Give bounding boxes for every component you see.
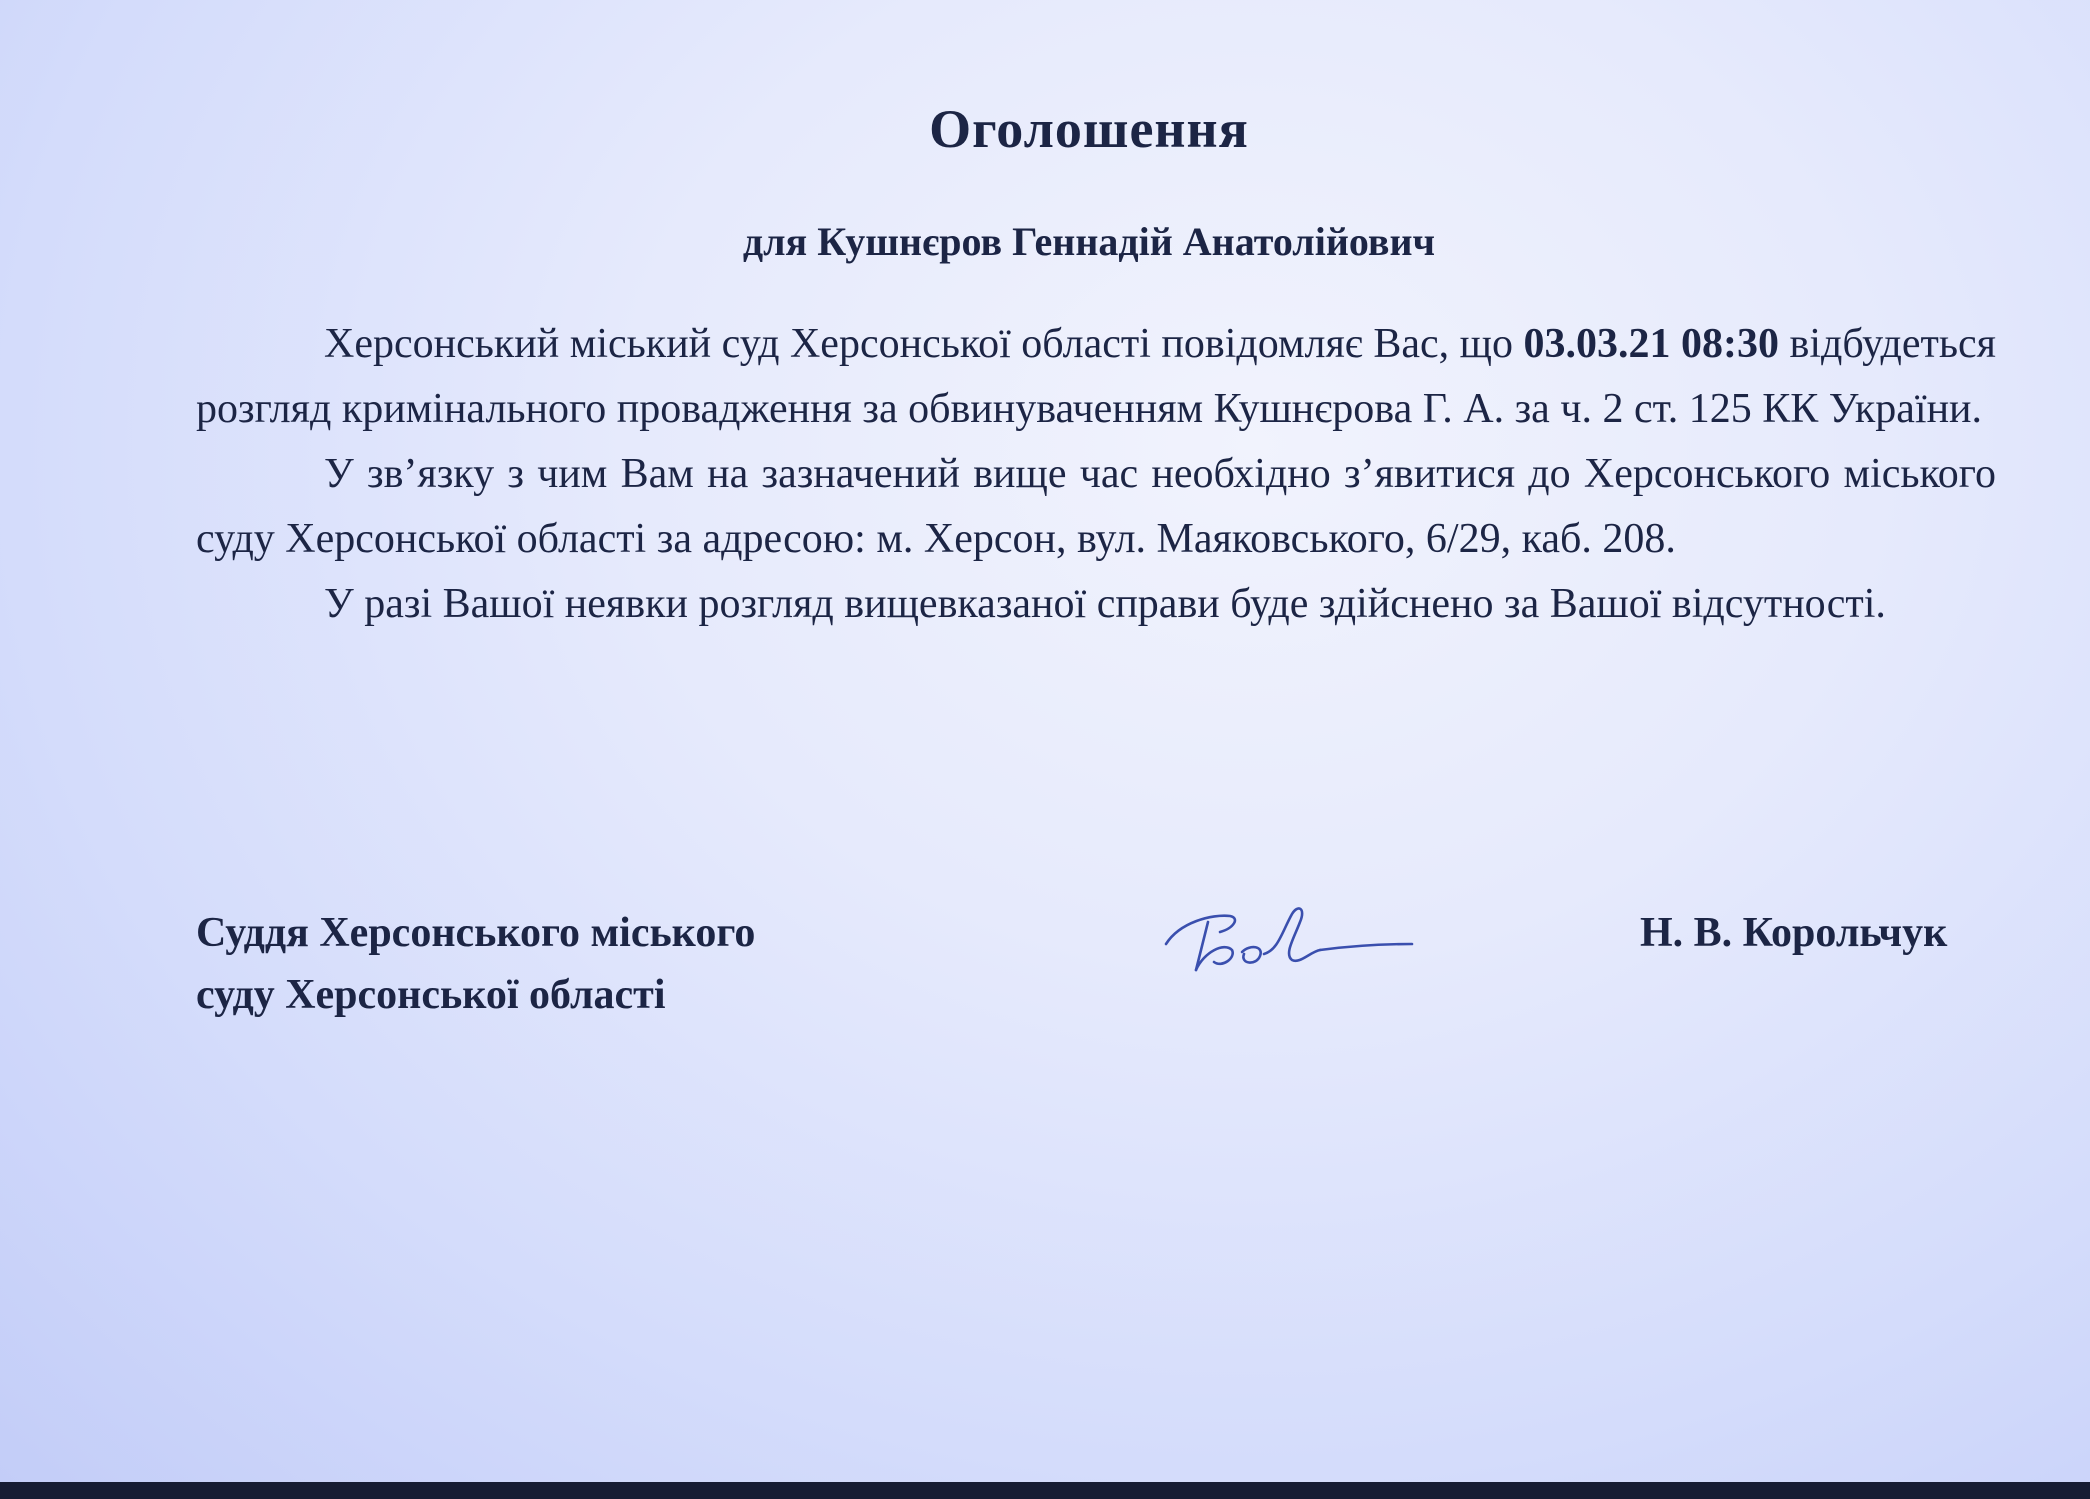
hearing-notice-lead: Херсонський міський суд Херсонської області повідомляє Вас, що (324, 321, 1524, 367)
hearing-time: 08:30 (1681, 321, 1780, 367)
addressee-line: для Кушнєров Геннадій Анатолійович (742, 219, 1436, 264)
paragraph-appearance-address: У зв’язку з чим Вам на зазначений вище час необхідно з’явитися до Херсонського міського суду Херсонської області за адресою: м. Херсон, вул. Маяковського, 6/29, каб. 208. (196, 451, 1996, 562)
judge-position (196, 902, 755, 1026)
scanner-bottom-edge (0, 1482, 2090, 1499)
paragraph-hearing-notice (196, 312, 1996, 442)
judge-position-line1: Суддя Херсонського міського (196, 910, 756, 956)
hearing-date: 03.03.21 (1523, 321, 1671, 367)
judge-name: Н. В. Корольчук (1640, 910, 1948, 956)
judge-position-line2: суду Херсонської області (196, 972, 666, 1018)
hearing-notice-rest: відбудеться розгляд кримінального провадження за обвинуваченням Кушнєрова Г. А. за ч. 2 ст. 125 КК України. (196, 321, 1996, 432)
handwritten-signature-icon (1160, 892, 1420, 992)
document-body (196, 312, 1996, 637)
paragraph-absence-warning: У разі Вашої неявки розгляд вищевказаної справи буде здійснено за Вашої відсутності. (324, 581, 1886, 627)
document-title: Оголошення (929, 99, 1249, 159)
